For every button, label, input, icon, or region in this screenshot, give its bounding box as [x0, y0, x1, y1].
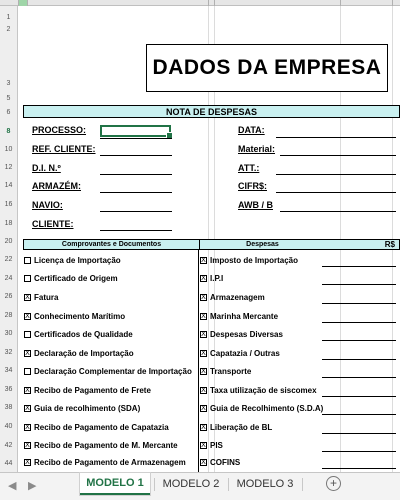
field-line[interactable] [100, 155, 172, 156]
tab-divider [154, 478, 155, 491]
right-item [200, 404, 323, 413]
active-cell[interactable] [100, 125, 171, 137]
field-line[interactable] [280, 211, 396, 212]
row-number-active[interactable]: 8 [6, 128, 11, 135]
row-number[interactable]: 2 [6, 26, 11, 33]
right-item-label: Despesas Diversas [210, 330, 283, 339]
row-number[interactable]: 26 [4, 293, 13, 300]
checkbox[interactable]: X [25, 387, 30, 394]
checkbox[interactable]: X [201, 405, 206, 412]
sheet-tab-modelo-2[interactable]: MODELO 2 [162, 478, 220, 490]
row-number[interactable]: 34 [4, 367, 13, 374]
right-item [200, 423, 272, 432]
amount-field-line[interactable] [322, 433, 396, 434]
left-item-label: Recibo de Pagamento de M. Mercante [34, 441, 178, 450]
right-item [200, 458, 240, 467]
checkbox[interactable] [24, 275, 31, 282]
row-number[interactable]: 3 [6, 80, 11, 87]
left-item-label: Declaração de Importação [34, 349, 134, 358]
right-item-label: Guia de Recolhimento (S.D.A) [210, 404, 324, 413]
amount-field-line[interactable] [322, 468, 396, 469]
checkbox[interactable]: X [201, 294, 206, 301]
field-line[interactable] [100, 174, 172, 175]
amount-field-line[interactable] [322, 322, 396, 323]
left-item-label: Fatura [34, 293, 59, 302]
add-sheet-icon[interactable]: + [326, 476, 341, 491]
left-item-label: Conhecimento Marítimo [34, 312, 126, 321]
left-item [24, 367, 192, 376]
header-comprovantes: Comprovantes e Documentos [61, 241, 162, 248]
left-item-label: Declaração Complementar de Importação [34, 367, 192, 376]
row-number[interactable]: 28 [4, 312, 13, 319]
left-item [24, 458, 186, 467]
amount-field-line[interactable] [322, 266, 396, 267]
field-label-processo: PROCESSO: [32, 125, 87, 135]
field-label-di: D.I. N.º [32, 163, 61, 173]
left-item [24, 386, 151, 395]
checkbox[interactable]: X [201, 275, 206, 282]
checkbox[interactable]: X [25, 459, 30, 466]
right-item [200, 367, 251, 376]
checkbox[interactable]: X [25, 350, 30, 357]
left-item [24, 330, 133, 339]
row-number[interactable]: 5 [6, 95, 11, 102]
right-item-label: COFINS [210, 458, 241, 467]
left-item [24, 274, 118, 283]
sheet-tab-modelo-1[interactable]: MODELO 1 [80, 473, 150, 495]
field-line[interactable] [276, 174, 396, 175]
row-number[interactable]: 1 [6, 14, 11, 21]
amount-field-line[interactable] [322, 377, 396, 378]
field-label-armazem: ARMAZÉM: [32, 181, 81, 191]
amount-field-line[interactable] [322, 451, 396, 452]
checkbox[interactable]: X [201, 350, 206, 357]
row-number[interactable]: 12 [4, 164, 13, 171]
right-item [200, 293, 265, 302]
right-item-label: Imposto de Importação [210, 256, 299, 265]
left-item [24, 312, 125, 321]
right-item-label: PIS [210, 441, 223, 450]
row-number[interactable]: 32 [4, 349, 13, 356]
field-line[interactable] [100, 192, 172, 193]
nota-header[interactable]: NOTA DE DESPESAS [23, 105, 400, 118]
tab-divider [228, 478, 229, 491]
checkbox[interactable] [24, 331, 31, 338]
worksheet-grid[interactable] [18, 6, 400, 472]
right-item-label: I.P.I [210, 274, 224, 283]
company-title-box[interactable] [146, 44, 388, 92]
checkbox[interactable]: X [201, 442, 206, 449]
row-number[interactable]: 16 [4, 201, 13, 208]
left-item [24, 423, 169, 432]
row-number[interactable]: 14 [4, 182, 13, 189]
right-item [200, 386, 317, 395]
amount-field-line[interactable] [322, 303, 396, 304]
sheet-tab-bar [0, 472, 400, 500]
row-number[interactable]: 18 [4, 220, 13, 227]
row-number[interactable]: 42 [4, 442, 13, 449]
left-item-label: Licença de Importação [34, 256, 121, 265]
left-item-label: Recibo de Pagamento de Armazenagem [34, 458, 186, 467]
right-item-label: Armazenagem [210, 293, 265, 302]
row-number[interactable]: 30 [4, 330, 13, 337]
row-header-column[interactable] [0, 6, 18, 472]
row-number[interactable]: 6 [6, 109, 11, 116]
checkbox[interactable]: X [201, 387, 206, 394]
table-divider [198, 250, 199, 472]
left-item [24, 293, 58, 302]
field-line [100, 138, 172, 139]
checkbox[interactable]: X [25, 442, 30, 449]
amount-field-line[interactable] [322, 359, 396, 360]
row-number[interactable]: 44 [4, 460, 13, 467]
row-number[interactable]: 20 [4, 238, 13, 245]
checkbox[interactable]: X [201, 368, 206, 375]
checkbox[interactable] [24, 368, 31, 375]
checkbox[interactable]: X [201, 257, 206, 264]
row-number[interactable]: 36 [4, 386, 13, 393]
left-item-label: Certificados de Qualidade [34, 330, 133, 339]
field-label-att: ATT.: [238, 163, 260, 173]
field-line[interactable] [280, 155, 396, 156]
expense-table-header[interactable] [23, 239, 400, 250]
checkbox[interactable]: X [201, 331, 206, 338]
amount-field-line[interactable] [322, 414, 396, 415]
checkbox[interactable]: X [25, 424, 30, 431]
field-line[interactable] [276, 192, 396, 193]
right-item [200, 256, 298, 265]
field-label-awb: AWB / B [238, 200, 273, 210]
left-item [24, 349, 134, 358]
right-item [200, 349, 280, 358]
left-item-label: Guia de recolhimento (SDA) [34, 404, 141, 413]
left-item [24, 404, 140, 413]
row-number[interactable]: 22 [4, 256, 13, 263]
left-item [24, 256, 121, 265]
field-line[interactable] [276, 137, 396, 138]
amount-field-line[interactable] [322, 340, 396, 341]
right-item-label: Transporte [210, 367, 252, 376]
right-item [200, 441, 223, 450]
right-item-label: Capatazia / Outras [210, 349, 280, 358]
sheet-tab-modelo-3[interactable]: MODELO 3 [236, 478, 294, 490]
left-item-label: Certificado de Origem [34, 274, 118, 283]
row-number[interactable]: 10 [4, 146, 13, 153]
field-line[interactable] [100, 211, 172, 212]
left-item-label: Recibo de Pagamento de Capatazia [34, 423, 169, 432]
field-label-cliente: CLIENTE: [32, 219, 74, 229]
field-label-ref-cliente: REF. CLIENTE: [32, 144, 96, 154]
row-number[interactable]: 24 [4, 275, 13, 282]
checkbox[interactable] [24, 257, 31, 264]
checkbox[interactable]: X [25, 294, 30, 301]
amount-field-line[interactable] [322, 284, 396, 285]
right-item-label: Liberação de BL [210, 423, 273, 432]
header-rs: R$ [384, 240, 395, 249]
right-item-label: Marinha Mercante [210, 312, 279, 321]
next-sheet-icon[interactable]: ▶ [28, 480, 37, 492]
field-label-material: Material: [238, 144, 276, 154]
checkbox[interactable]: X [25, 405, 30, 412]
left-item [24, 441, 178, 450]
checkbox[interactable]: X [201, 313, 206, 320]
right-item [200, 312, 278, 321]
checkbox[interactable]: X [201, 459, 206, 466]
checkbox[interactable]: X [25, 313, 30, 320]
prev-sheet-icon[interactable]: ◀ [8, 480, 17, 492]
checkbox[interactable]: X [201, 424, 206, 431]
field-label-navio: NAVIO: [32, 200, 63, 210]
field-line[interactable] [100, 230, 172, 231]
right-item [200, 274, 223, 283]
right-item [200, 330, 283, 339]
header-despesas: Despesas [246, 241, 279, 248]
amount-field-line[interactable] [322, 396, 396, 397]
left-item-label: Recibo de Pagamento de Frete [34, 386, 151, 395]
row-number[interactable]: 40 [4, 423, 13, 430]
row-number[interactable]: 38 [4, 404, 13, 411]
tab-divider [302, 478, 303, 491]
field-label-data: DATA: [238, 125, 265, 135]
right-item-label: Taxa utilização de siscomex [210, 386, 317, 395]
company-title: DADOS DA EMPRESA [152, 56, 382, 79]
field-label-cifr: CIFR$: [238, 181, 267, 191]
